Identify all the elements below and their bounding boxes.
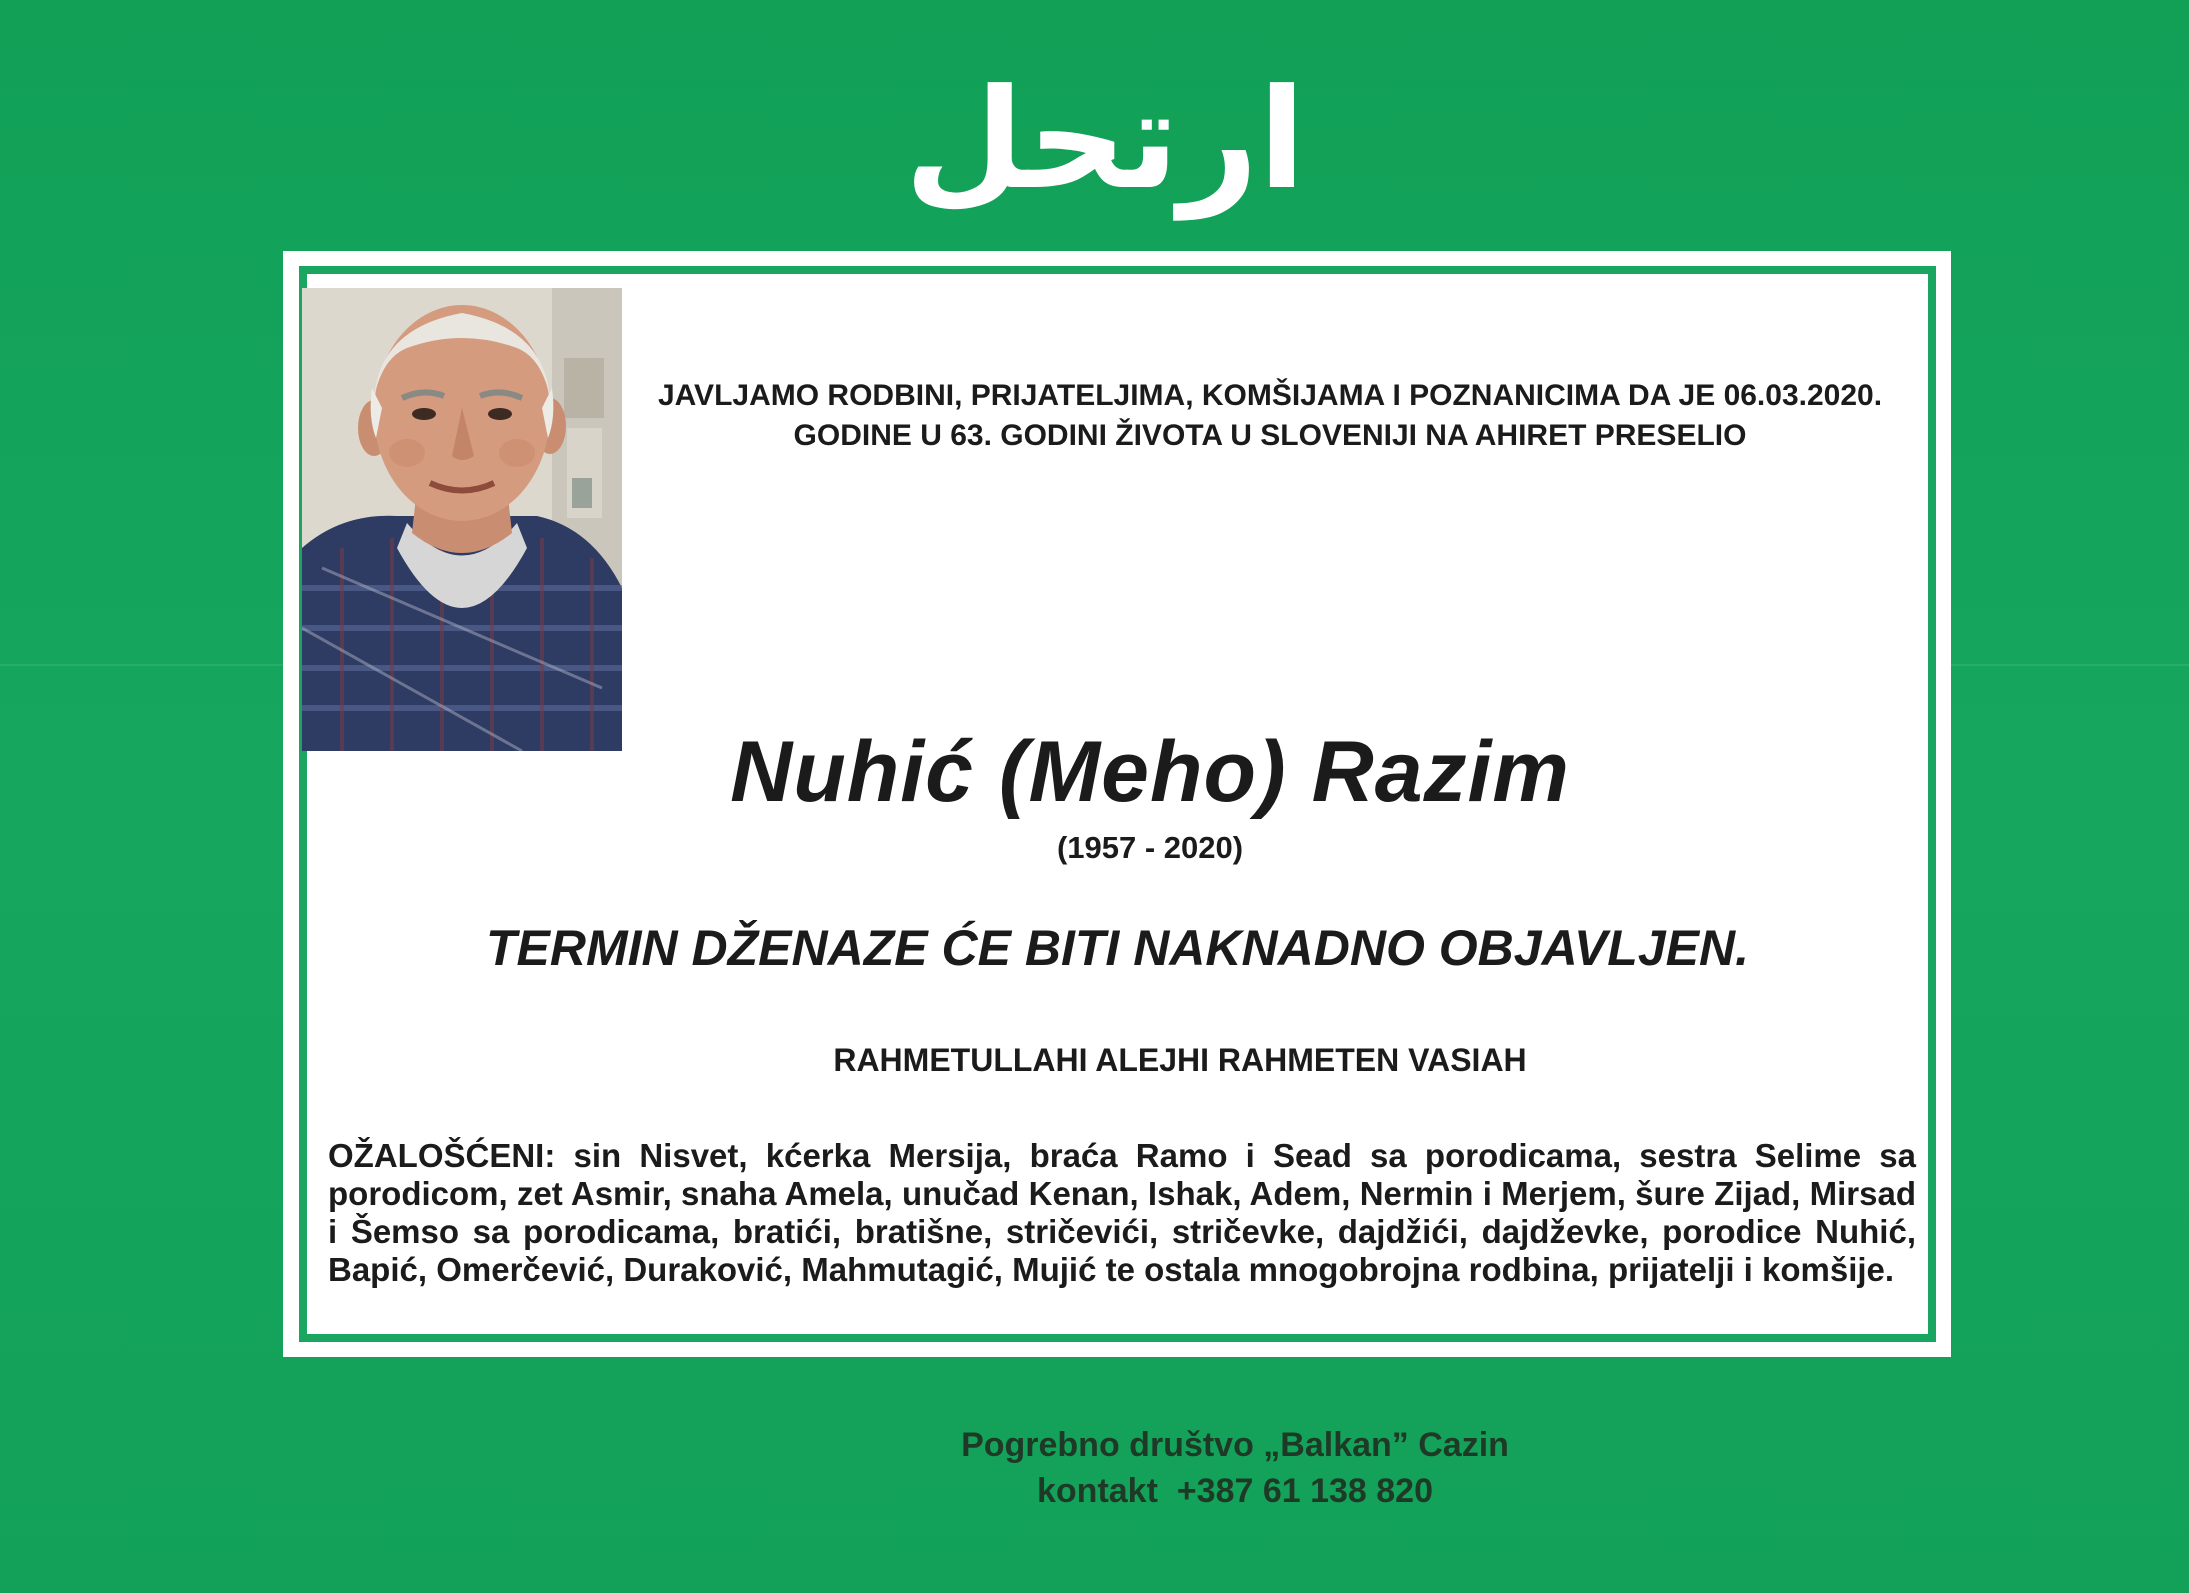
funeral-home-contact: kontakt +387 61 138 820 [1037, 1472, 1433, 1510]
life-years: (1957 - 2020) [1056, 830, 1244, 865]
arabic-calligraphy-heading: ارتحل [904, 59, 1306, 220]
portrait-image [302, 288, 622, 751]
prayer-line: RAHMETULLAHI ALEJHI RAHMETEN VASIAH [833, 1042, 1527, 1078]
death-announcement-text: JAVLJAMO RODBINI, PRIJATELJIMA, KOMŠIJAMA I POZNANICIMA DA JE 06.03.2020. GODINE U 63. GODINI ŽIVOTA U SLOVENIJI NA AHIRET PRESELIO [657, 379, 1883, 452]
funeral-time-notice: TERMIN DŽENAZE ĆE BITI NAKNADNO OBJAVLJEN. [485, 920, 1749, 976]
funeral-home-name: Pogrebno društvo „Balkan” Cazin [961, 1426, 1509, 1464]
mourners-list: OŽALOŠĆENI: sin Nisvet, kćerka Mersija, braća Ramo i Sead sa porodicama, sestra Selime sa porodicom, zet Asmir, snaha Amela, unučad Kenan, Ishak, Adem, Nermin i Merjem, šure Zijad, Mirsad i Šemso sa porodicama, bratići, bratišne, stričevići, stričevke, dajdžići, dajdževke, porodice Nuhić, Bapić, Omerčević, Duraković, Mahmutagić, Mujić te ostala mnogobrojna rodbina, prijatelji i komšije. [328, 1137, 1916, 1288]
funeral-home-footer [600, 1422, 1870, 1514]
deceased-name: Nuhić (Meho) Razim [730, 724, 1570, 820]
deceased-photo [302, 288, 622, 751]
